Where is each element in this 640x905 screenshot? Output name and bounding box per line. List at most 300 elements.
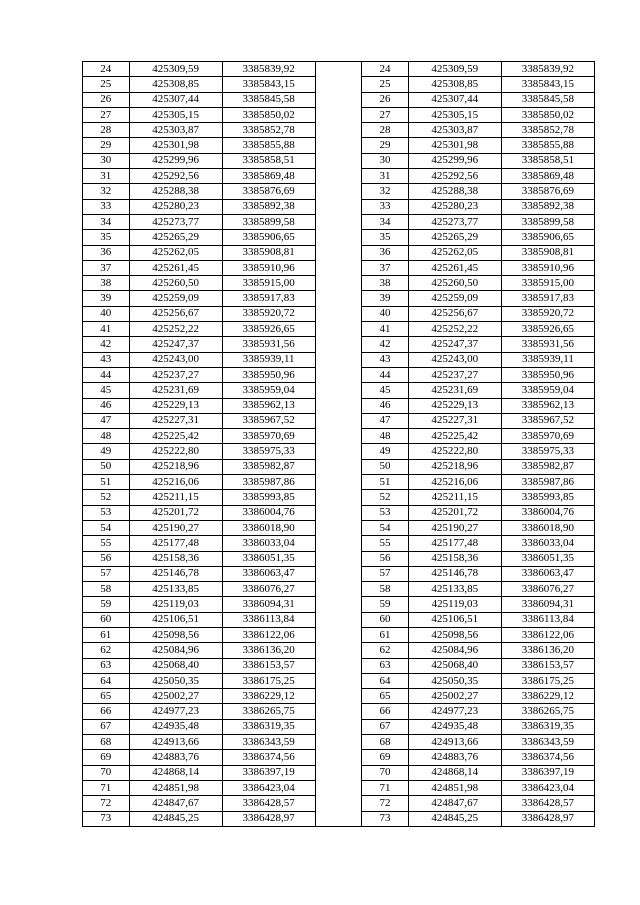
left-y-coordinate-cell: 3385845,58: [222, 92, 315, 107]
left-point-number-cell: 44: [83, 367, 130, 382]
left-y-coordinate-cell: 3386428,57: [222, 796, 315, 811]
right-y-coordinate-cell: 3385850,02: [501, 107, 594, 122]
right-point-number-cell: 44: [362, 367, 409, 382]
table-row: [83, 735, 595, 750]
column-gap: [315, 398, 362, 413]
left-x-coordinate-cell: 425273,77: [129, 214, 222, 229]
left-point-number-cell: 28: [83, 123, 130, 138]
right-x-coordinate-cell: 425307,44: [408, 92, 501, 107]
column-gap: [315, 566, 362, 581]
right-x-coordinate-cell: 425252,22: [408, 322, 501, 337]
left-point-number-cell: 39: [83, 291, 130, 306]
left-y-coordinate-cell: 3385962,13: [222, 398, 315, 413]
table-row: [83, 520, 595, 535]
right-point-number-cell: 27: [362, 107, 409, 122]
right-point-number-cell: 29: [362, 138, 409, 153]
right-y-coordinate-cell: 3385839,92: [501, 62, 594, 77]
right-point-number-cell: 73: [362, 811, 409, 826]
left-x-coordinate-cell: 425002,27: [129, 689, 222, 704]
left-point-number-cell: 68: [83, 735, 130, 750]
right-y-coordinate-cell: 3385975,33: [501, 444, 594, 459]
right-x-coordinate-cell: 425229,13: [408, 398, 501, 413]
right-y-coordinate-cell: 3386051,35: [501, 551, 594, 566]
table-row: [83, 291, 595, 306]
column-gap: [315, 475, 362, 490]
left-x-coordinate-cell: 425222,80: [129, 444, 222, 459]
column-gap: [315, 765, 362, 780]
right-x-coordinate-cell: 425002,27: [408, 689, 501, 704]
left-y-coordinate-cell: 3386076,27: [222, 582, 315, 597]
left-y-coordinate-cell: 3385915,00: [222, 276, 315, 291]
right-point-number-cell: 61: [362, 627, 409, 642]
table-row: [83, 689, 595, 704]
right-x-coordinate-cell: 425265,29: [408, 230, 501, 245]
left-x-coordinate-cell: 425292,56: [129, 169, 222, 184]
left-x-coordinate-cell: 425218,96: [129, 459, 222, 474]
right-y-coordinate-cell: 3386265,75: [501, 704, 594, 719]
column-gap: [315, 214, 362, 229]
left-x-coordinate-cell: 424935,48: [129, 719, 222, 734]
left-y-coordinate-cell: 3385850,02: [222, 107, 315, 122]
left-point-number-cell: 46: [83, 398, 130, 413]
column-gap: [315, 536, 362, 551]
right-point-number-cell: 46: [362, 398, 409, 413]
left-y-coordinate-cell: 3386423,04: [222, 780, 315, 795]
column-gap: [315, 627, 362, 642]
left-y-coordinate-cell: 3386094,31: [222, 597, 315, 612]
right-y-coordinate-cell: 3385892,38: [501, 199, 594, 214]
left-point-number-cell: 53: [83, 505, 130, 520]
right-point-number-cell: 34: [362, 214, 409, 229]
left-point-number-cell: 56: [83, 551, 130, 566]
column-gap: [315, 520, 362, 535]
column-gap: [315, 153, 362, 168]
left-x-coordinate-cell: 425216,06: [129, 475, 222, 490]
right-y-coordinate-cell: 3386094,31: [501, 597, 594, 612]
left-x-coordinate-cell: 425229,13: [129, 398, 222, 413]
right-x-coordinate-cell: 425133,85: [408, 582, 501, 597]
right-x-coordinate-cell: 425227,31: [408, 413, 501, 428]
column-gap: [315, 658, 362, 673]
table-row: [83, 107, 595, 122]
column-gap: [315, 780, 362, 795]
column-gap: [315, 276, 362, 291]
left-x-coordinate-cell: 425084,96: [129, 643, 222, 658]
left-y-coordinate-cell: 3385910,96: [222, 260, 315, 275]
right-y-coordinate-cell: 3386004,76: [501, 505, 594, 520]
left-point-number-cell: 54: [83, 520, 130, 535]
right-point-number-cell: 68: [362, 735, 409, 750]
right-y-coordinate-cell: 3385906,65: [501, 230, 594, 245]
right-y-coordinate-cell: 3385876,69: [501, 184, 594, 199]
right-x-coordinate-cell: 425305,15: [408, 107, 501, 122]
right-x-coordinate-cell: 425303,87: [408, 123, 501, 138]
left-point-number-cell: 34: [83, 214, 130, 229]
right-y-coordinate-cell: 3386229,12: [501, 689, 594, 704]
left-x-coordinate-cell: 425201,72: [129, 505, 222, 520]
left-point-number-cell: 52: [83, 490, 130, 505]
left-y-coordinate-cell: 3386063,47: [222, 566, 315, 581]
left-y-coordinate-cell: 3385917,83: [222, 291, 315, 306]
left-point-number-cell: 58: [83, 582, 130, 597]
right-x-coordinate-cell: 424851,98: [408, 780, 501, 795]
left-point-number-cell: 33: [83, 199, 130, 214]
left-x-coordinate-cell: 425050,35: [129, 673, 222, 688]
left-y-coordinate-cell: 3386113,84: [222, 612, 315, 627]
right-point-number-cell: 26: [362, 92, 409, 107]
right-x-coordinate-cell: 425146,78: [408, 566, 501, 581]
right-point-number-cell: 57: [362, 566, 409, 581]
left-x-coordinate-cell: 425133,85: [129, 582, 222, 597]
right-y-coordinate-cell: 3385858,51: [501, 153, 594, 168]
right-x-coordinate-cell: 424883,76: [408, 750, 501, 765]
right-x-coordinate-cell: 425273,77: [408, 214, 501, 229]
left-point-number-cell: 50: [83, 459, 130, 474]
column-gap: [315, 352, 362, 367]
right-y-coordinate-cell: 3385970,69: [501, 429, 594, 444]
column-gap: [315, 673, 362, 688]
left-y-coordinate-cell: 3385982,87: [222, 459, 315, 474]
left-x-coordinate-cell: 425260,50: [129, 276, 222, 291]
column-gap: [315, 459, 362, 474]
column-gap: [315, 62, 362, 77]
right-x-coordinate-cell: 425288,38: [408, 184, 501, 199]
left-x-coordinate-cell: 425299,96: [129, 153, 222, 168]
table-row: [83, 536, 595, 551]
left-y-coordinate-cell: 3386018,90: [222, 520, 315, 535]
right-point-number-cell: 64: [362, 673, 409, 688]
right-point-number-cell: 47: [362, 413, 409, 428]
right-point-number-cell: 54: [362, 520, 409, 535]
right-y-coordinate-cell: 3385982,87: [501, 459, 594, 474]
left-y-coordinate-cell: 3385839,92: [222, 62, 315, 77]
left-y-coordinate-cell: 3386265,75: [222, 704, 315, 719]
right-point-number-cell: 45: [362, 383, 409, 398]
right-x-coordinate-cell: 425299,96: [408, 153, 501, 168]
right-x-coordinate-cell: 425098,56: [408, 627, 501, 642]
right-y-coordinate-cell: 3385869,48: [501, 169, 594, 184]
column-gap: [315, 612, 362, 627]
right-point-number-cell: 59: [362, 597, 409, 612]
right-x-coordinate-cell: 425301,98: [408, 138, 501, 153]
table-row: [83, 214, 595, 229]
right-point-number-cell: 49: [362, 444, 409, 459]
left-y-coordinate-cell: 3386051,35: [222, 551, 315, 566]
right-x-coordinate-cell: 425119,03: [408, 597, 501, 612]
right-x-coordinate-cell: 425216,06: [408, 475, 501, 490]
right-point-number-cell: 72: [362, 796, 409, 811]
column-gap: [315, 551, 362, 566]
left-y-coordinate-cell: 3385926,65: [222, 322, 315, 337]
left-x-coordinate-cell: 425265,29: [129, 230, 222, 245]
left-x-coordinate-cell: 425225,42: [129, 429, 222, 444]
left-point-number-cell: 60: [83, 612, 130, 627]
right-point-number-cell: 50: [362, 459, 409, 474]
right-y-coordinate-cell: 3386175,25: [501, 673, 594, 688]
left-point-number-cell: 55: [83, 536, 130, 551]
left-point-number-cell: 72: [83, 796, 130, 811]
right-x-coordinate-cell: 425190,27: [408, 520, 501, 535]
column-gap: [315, 291, 362, 306]
table-row: [83, 475, 595, 490]
right-x-coordinate-cell: 425261,45: [408, 260, 501, 275]
left-y-coordinate-cell: 3385908,81: [222, 245, 315, 260]
column-gap: [315, 505, 362, 520]
left-y-coordinate-cell: 3386397,19: [222, 765, 315, 780]
table-row: [83, 322, 595, 337]
left-point-number-cell: 36: [83, 245, 130, 260]
right-y-coordinate-cell: 3385931,56: [501, 337, 594, 352]
left-x-coordinate-cell: 425177,48: [129, 536, 222, 551]
table-row: [83, 612, 595, 627]
left-y-coordinate-cell: 3385975,33: [222, 444, 315, 459]
left-point-number-cell: 43: [83, 352, 130, 367]
column-gap: [315, 123, 362, 138]
right-point-number-cell: 25: [362, 77, 409, 92]
left-y-coordinate-cell: 3385987,86: [222, 475, 315, 490]
right-point-number-cell: 51: [362, 475, 409, 490]
left-point-number-cell: 49: [83, 444, 130, 459]
right-point-number-cell: 35: [362, 230, 409, 245]
right-y-coordinate-cell: 3385950,96: [501, 367, 594, 382]
right-point-number-cell: 71: [362, 780, 409, 795]
left-y-coordinate-cell: 3386343,59: [222, 735, 315, 750]
left-x-coordinate-cell: 425301,98: [129, 138, 222, 153]
table-row: [83, 551, 595, 566]
right-y-coordinate-cell: 3386319,35: [501, 719, 594, 734]
left-x-coordinate-cell: 425068,40: [129, 658, 222, 673]
left-point-number-cell: 59: [83, 597, 130, 612]
left-y-coordinate-cell: 3386004,76: [222, 505, 315, 520]
left-y-coordinate-cell: 3386175,25: [222, 673, 315, 688]
table-row: [83, 352, 595, 367]
table-row: [83, 505, 595, 520]
right-x-coordinate-cell: 424935,48: [408, 719, 501, 734]
left-point-number-cell: 66: [83, 704, 130, 719]
right-point-number-cell: 28: [362, 123, 409, 138]
left-y-coordinate-cell: 3386428,97: [222, 811, 315, 826]
left-x-coordinate-cell: 424883,76: [129, 750, 222, 765]
left-y-coordinate-cell: 3385950,96: [222, 367, 315, 382]
coordinates-table: [82, 61, 595, 827]
left-x-coordinate-cell: 425106,51: [129, 612, 222, 627]
right-y-coordinate-cell: 3385920,72: [501, 306, 594, 321]
table-row: [83, 184, 595, 199]
table-row: [83, 153, 595, 168]
right-point-number-cell: 38: [362, 276, 409, 291]
left-point-number-cell: 35: [83, 230, 130, 245]
right-y-coordinate-cell: 3385959,04: [501, 383, 594, 398]
left-x-coordinate-cell: 424868,14: [129, 765, 222, 780]
table-row: [83, 719, 595, 734]
right-x-coordinate-cell: 425309,59: [408, 62, 501, 77]
table-row: [83, 597, 595, 612]
table-row: [83, 796, 595, 811]
left-y-coordinate-cell: 3385869,48: [222, 169, 315, 184]
table-row: [83, 704, 595, 719]
left-point-number-cell: 32: [83, 184, 130, 199]
right-point-number-cell: 32: [362, 184, 409, 199]
column-gap: [315, 704, 362, 719]
right-y-coordinate-cell: 3385915,00: [501, 276, 594, 291]
left-y-coordinate-cell: 3385993,85: [222, 490, 315, 505]
left-x-coordinate-cell: 425280,23: [129, 199, 222, 214]
right-point-number-cell: 63: [362, 658, 409, 673]
right-x-coordinate-cell: 425237,27: [408, 367, 501, 382]
table-row: [83, 398, 595, 413]
column-gap: [315, 643, 362, 658]
right-x-coordinate-cell: 424977,23: [408, 704, 501, 719]
table-row: [83, 765, 595, 780]
column-gap: [315, 199, 362, 214]
table-row: [83, 444, 595, 459]
left-x-coordinate-cell: 424913,66: [129, 735, 222, 750]
right-point-number-cell: 43: [362, 352, 409, 367]
left-point-number-cell: 67: [83, 719, 130, 734]
left-point-number-cell: 63: [83, 658, 130, 673]
left-point-number-cell: 26: [83, 92, 130, 107]
left-point-number-cell: 42: [83, 337, 130, 352]
table-row: [83, 276, 595, 291]
left-x-coordinate-cell: 425211,15: [129, 490, 222, 505]
right-y-coordinate-cell: 3385845,58: [501, 92, 594, 107]
left-x-coordinate-cell: 425231,69: [129, 383, 222, 398]
table-row: [83, 367, 595, 382]
right-y-coordinate-cell: 3385987,86: [501, 475, 594, 490]
left-x-coordinate-cell: 425259,09: [129, 291, 222, 306]
coordinates-table-body: [83, 62, 595, 827]
column-gap: [315, 306, 362, 321]
left-x-coordinate-cell: 425252,22: [129, 322, 222, 337]
right-y-coordinate-cell: 3385967,52: [501, 413, 594, 428]
left-x-coordinate-cell: 424977,23: [129, 704, 222, 719]
left-point-number-cell: 30: [83, 153, 130, 168]
left-x-coordinate-cell: 425098,56: [129, 627, 222, 642]
table-row: [83, 306, 595, 321]
column-gap: [315, 230, 362, 245]
right-x-coordinate-cell: 425177,48: [408, 536, 501, 551]
left-x-coordinate-cell: 424845,25: [129, 811, 222, 826]
column-gap: [315, 413, 362, 428]
right-y-coordinate-cell: 3386063,47: [501, 566, 594, 581]
right-x-coordinate-cell: 425262,05: [408, 245, 501, 260]
right-y-coordinate-cell: 3385899,58: [501, 214, 594, 229]
table-row: [83, 260, 595, 275]
right-y-coordinate-cell: 3385843,15: [501, 77, 594, 92]
column-gap: [315, 811, 362, 826]
left-point-number-cell: 65: [83, 689, 130, 704]
right-y-coordinate-cell: 3386423,04: [501, 780, 594, 795]
left-x-coordinate-cell: 425256,67: [129, 306, 222, 321]
column-gap: [315, 107, 362, 122]
left-x-coordinate-cell: 425158,36: [129, 551, 222, 566]
column-gap: [315, 719, 362, 734]
left-y-coordinate-cell: 3385959,04: [222, 383, 315, 398]
right-point-number-cell: 66: [362, 704, 409, 719]
right-x-coordinate-cell: 424868,14: [408, 765, 501, 780]
table-row: [83, 383, 595, 398]
table-row: [83, 138, 595, 153]
left-y-coordinate-cell: 3386319,35: [222, 719, 315, 734]
left-point-number-cell: 37: [83, 260, 130, 275]
left-x-coordinate-cell: 425146,78: [129, 566, 222, 581]
left-point-number-cell: 64: [83, 673, 130, 688]
left-x-coordinate-cell: 425305,15: [129, 107, 222, 122]
left-y-coordinate-cell: 3385906,65: [222, 230, 315, 245]
left-point-number-cell: 40: [83, 306, 130, 321]
left-point-number-cell: 69: [83, 750, 130, 765]
right-x-coordinate-cell: 425106,51: [408, 612, 501, 627]
left-x-coordinate-cell: 425309,59: [129, 62, 222, 77]
left-y-coordinate-cell: 3385892,38: [222, 199, 315, 214]
table-row: [83, 62, 595, 77]
left-point-number-cell: 73: [83, 811, 130, 826]
right-x-coordinate-cell: 425243,00: [408, 352, 501, 367]
right-point-number-cell: 67: [362, 719, 409, 734]
left-x-coordinate-cell: 425262,05: [129, 245, 222, 260]
table-row: [83, 245, 595, 260]
table-row: [83, 459, 595, 474]
left-x-coordinate-cell: 425288,38: [129, 184, 222, 199]
left-y-coordinate-cell: 3385876,69: [222, 184, 315, 199]
right-x-coordinate-cell: 425084,96: [408, 643, 501, 658]
right-y-coordinate-cell: 3386397,19: [501, 765, 594, 780]
column-gap: [315, 184, 362, 199]
right-x-coordinate-cell: 424913,66: [408, 735, 501, 750]
left-y-coordinate-cell: 3385931,56: [222, 337, 315, 352]
right-y-coordinate-cell: 3385939,11: [501, 352, 594, 367]
left-y-coordinate-cell: 3386153,57: [222, 658, 315, 673]
left-y-coordinate-cell: 3386033,04: [222, 536, 315, 551]
table-row: [83, 413, 595, 428]
right-x-coordinate-cell: 425231,69: [408, 383, 501, 398]
right-x-coordinate-cell: 425050,35: [408, 673, 501, 688]
column-gap: [315, 444, 362, 459]
left-y-coordinate-cell: 3385843,15: [222, 77, 315, 92]
right-point-number-cell: 62: [362, 643, 409, 658]
right-y-coordinate-cell: 3385962,13: [501, 398, 594, 413]
left-x-coordinate-cell: 425237,27: [129, 367, 222, 382]
right-point-number-cell: 40: [362, 306, 409, 321]
right-point-number-cell: 70: [362, 765, 409, 780]
column-gap: [315, 429, 362, 444]
right-y-coordinate-cell: 3386428,57: [501, 796, 594, 811]
table-row: [83, 123, 595, 138]
right-point-number-cell: 52: [362, 490, 409, 505]
left-point-number-cell: 51: [83, 475, 130, 490]
column-gap: [315, 245, 362, 260]
table-row: [83, 582, 595, 597]
left-x-coordinate-cell: 425119,03: [129, 597, 222, 612]
right-y-coordinate-cell: 3385908,81: [501, 245, 594, 260]
left-y-coordinate-cell: 3385967,52: [222, 413, 315, 428]
table-row: [83, 199, 595, 214]
left-x-coordinate-cell: 425243,00: [129, 352, 222, 367]
right-x-coordinate-cell: 425225,42: [408, 429, 501, 444]
left-x-coordinate-cell: 425227,31: [129, 413, 222, 428]
right-point-number-cell: 55: [362, 536, 409, 551]
table-row: [83, 750, 595, 765]
table-row: [83, 92, 595, 107]
right-x-coordinate-cell: 425211,15: [408, 490, 501, 505]
right-point-number-cell: 37: [362, 260, 409, 275]
left-x-coordinate-cell: 425303,87: [129, 123, 222, 138]
right-y-coordinate-cell: 3385926,65: [501, 322, 594, 337]
left-y-coordinate-cell: 3386229,12: [222, 689, 315, 704]
left-y-coordinate-cell: 3385855,88: [222, 138, 315, 153]
column-gap: [315, 490, 362, 505]
right-x-coordinate-cell: 425218,96: [408, 459, 501, 474]
